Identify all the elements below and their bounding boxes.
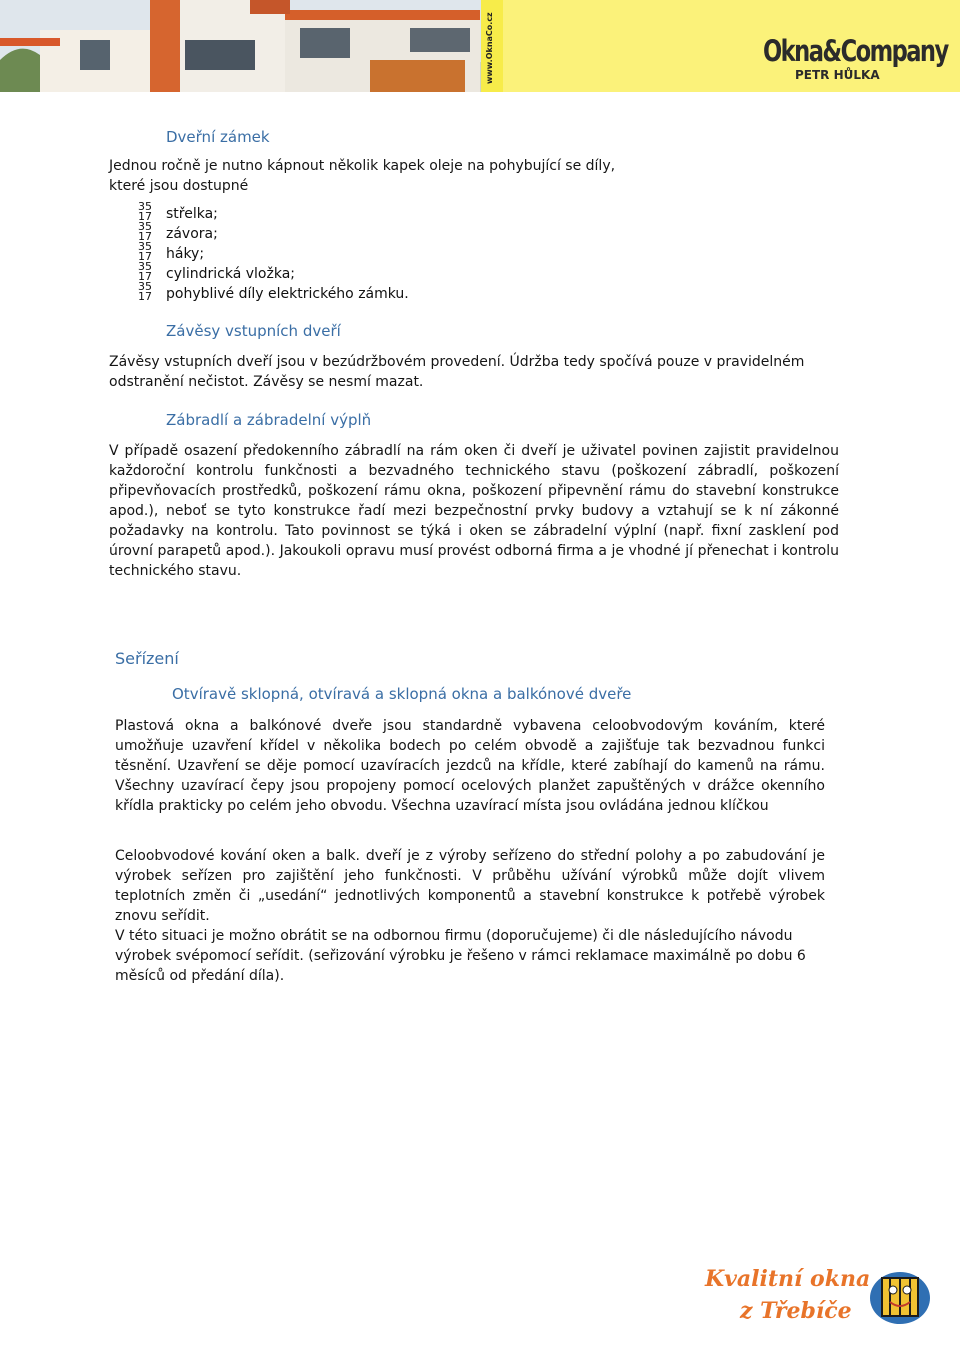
company-owner: PETR HŮLKA bbox=[795, 68, 880, 82]
adjustment-para-3: V této situaci je možno obrátit se na odbornou firmu (doporučujeme) či dle následujícího návodu výrobek svépomocí seřídit. (seřizování výrobku je řešeno v rámci reklamace maximálně po dobu 6 měsíců od předání díla). bbox=[115, 928, 806, 984]
bullet-glyph: 35 17 bbox=[138, 200, 152, 223]
bullet-glyph: 35 17 bbox=[138, 260, 152, 283]
lock-intro: Jednou ročně je nutno kápnout několik kapek oleje na pohybující se díly, které jsou dostupné bbox=[109, 158, 616, 194]
house-photo bbox=[0, 0, 481, 92]
slogan-line-1: Kvalitní okna bbox=[705, 1266, 871, 1292]
bullet-glyph: 35 17 bbox=[138, 220, 152, 243]
bullet-glyph: 35 17 bbox=[138, 280, 152, 303]
bullet-glyph: 35 17 bbox=[138, 240, 152, 263]
hinges-text: Závěsy vstupních dveří jsou v bezúdržbovém provedení. Údržba tedy spočívá pouze v pravidelném odstranění nečistot. Závěsy se nesmí mazat. bbox=[109, 354, 805, 390]
page-header bbox=[0, 0, 960, 92]
window-mascot-icon bbox=[870, 1272, 930, 1324]
company-logo: Okna&Company bbox=[763, 34, 948, 68]
section-title-lock: Dveřní zámek bbox=[166, 128, 270, 146]
adjustment-para-2: Celoobvodové kování oken a balk. dveří je z výroby seřízeno do střední polohy a po zabudování je výrobek seřízen pro zajištění jeho funkčnosti. V průběhu užívání výrobků může dojít vlivem teplotních změn či „usedání“ jednotlivých komponentů a stavební konstrukce k potřebě výrobek znovu seřídit. bbox=[115, 848, 825, 924]
section-title-hinges: Závěsy vstupních dveří bbox=[166, 322, 341, 340]
adjustment-para-1: Plastová okna a balkónové dveře jsou standardně vybavena celoobvodovým kováním, které umožňuje uzavření křídel v několika bodech po celém obvodě a zajišťuje tak bezvadnou funkci těsnění. Uzavření se děje pomocí uzavíracích jezdců na křídle, které zabíhají do kamenů na rámu. Všechny uzavírací čepy jsou propojeny pomocí ocelových planžet zapuštěných v drážce okenního křídla prakticky po celém jeho obvodu. Všechna uzavírací místa jsou ovládána jednou klíčkou bbox=[115, 718, 825, 814]
footer-slogan bbox=[700, 1258, 935, 1338]
section-title-adjustment: Seřízení bbox=[115, 649, 179, 668]
adjustment-subtitle: Otvíravě sklopná, otvíravá a sklopná okna a balkónové dveře bbox=[172, 685, 632, 703]
section-title-railing: Zábradlí a zábradelní výplň bbox=[166, 411, 372, 429]
website-url[interactable]: www.OknaCo.cz bbox=[485, 12, 494, 84]
slogan-line-2: z Třebíče bbox=[740, 1298, 852, 1324]
railing-text: V případě osazení předokenního zábradlí na rám oken či dveří je uživatel povinen zajistit pravidelnou každoroční kontrolu funkčnosti a bezvadného technického stavu (poškození zábradlí, poškození připevňovacích prostředků, poškození rámu okna, poškození připevnění rámu do stavební konstrukce apod.), neboť se tyto konstrukce řadí mezi bezpečnostní prvky budovy a vztahují se k ní zákonné požadavky na kontrolu. Tato povinnost se týká i oken se zábradelní výplní (např. fixní zasklení pod úrovní parapetů apod.). Jakoukoli opravu musí provést odborná firma a je vhodné jí přenechat i kontrolu technického stavu. bbox=[109, 443, 839, 579]
